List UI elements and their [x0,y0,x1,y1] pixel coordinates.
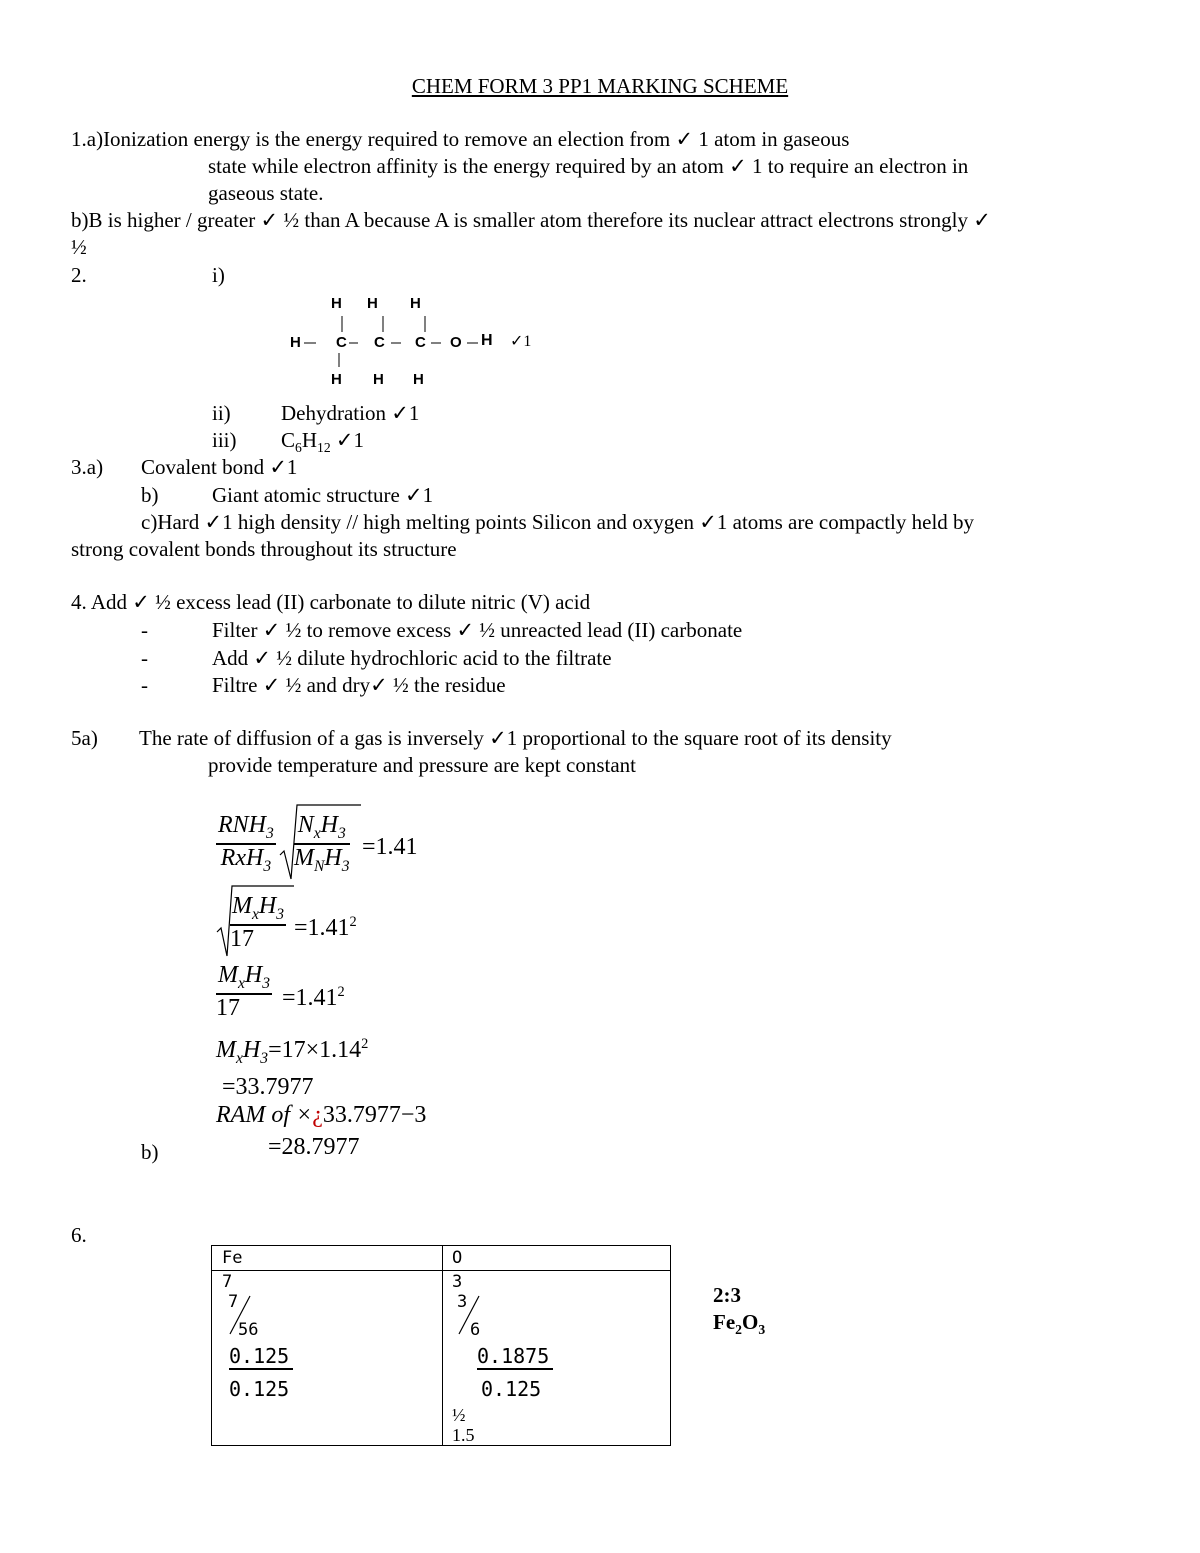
struct-bottom-h: H [331,371,342,388]
q3c-line1: c)Hard ✓1 high density // high melting points Silicon and oxygen ✓1 atoms are compactly held by [141,510,975,534]
q4-step-dash: - [141,618,148,642]
q5b-label: b) [141,1140,159,1164]
q2-number: 2. [71,263,87,287]
fe-frac-den: 56 [238,1320,259,1340]
o-mass: 3 [452,1272,463,1292]
q5a-line1: The rate of diffusion of a gas is inversely ✓1 proportional to the square root of its density [139,726,892,750]
struct-carbon: C [415,334,426,351]
empirical-formula: $Fe_2O_3$ [713,1310,766,1338]
q4-line1: 4. Add ✓ ½ excess lead (II) carbonate to dilute nitric (V) acid [71,590,591,614]
q3a-label: 3.a) [71,455,104,479]
q3a-text: Covalent bond ✓1 [141,455,298,479]
fe-frac-num: 7 [228,1292,239,1312]
q1b-line1: b)B is higher / greater ✓ ½ than A because A is smaller atom therefore its nuclear attract electrons strongly ✓ [71,208,991,232]
struct-left-h: H [290,334,301,351]
struct-top-h: H [367,295,378,312]
o-result: 1.5 [452,1425,475,1445]
fe-ratio-num: 0.125 [229,1346,293,1370]
q2-i-label: i) [212,263,225,287]
struct-oxygen: O [450,334,462,351]
q3b-label: b) [141,483,159,507]
q6-number: 6. [71,1223,87,1247]
o-ratio-num: 0.1875 [477,1346,553,1370]
q2-iii-label: iii) [212,428,237,452]
o-half: ½ [452,1405,466,1425]
o-frac-den: 6 [470,1320,481,1340]
struct-bottom-h: H [413,371,424,388]
q4-step-dash: - [141,673,148,697]
struct-top-h: H [331,295,342,312]
q5a-line2: provide temperature and pressure are kept constant [208,753,636,777]
equation-result: =33.7977 [222,1074,314,1100]
page-title: CHEM FORM 3 PP1 MARKING SCHEME [411,74,789,98]
q1b-line2: ½ [71,235,87,259]
struct-mark: ✓1 [510,333,532,350]
mole-ratio: 2:3 [713,1283,741,1307]
struct-carbon: C [336,334,347,351]
q2-ii-text: Dehydration ✓1 [281,401,420,425]
fe-ratio-den: 0.125 [229,1377,290,1401]
struct-right-h: H [481,332,493,349]
q2-ii-label: ii) [212,401,231,425]
empirical-formula-table [211,1245,671,1446]
q3c-line2: strong covalent bonds throughout its structure [71,537,457,561]
q4-step: Add ✓ ½ dilute hydrochloric acid to the filtrate [212,646,612,670]
equation-final: =28.7977 [268,1134,360,1160]
q4-step: Filter ✓ ½ to remove excess ✓ ½ unreacted lead (II) carbonate [212,618,743,642]
table-header-fe: Fe [222,1248,243,1268]
q1a-line3: gaseous state. [208,181,324,205]
q1a-line1: 1.a)Ionization energy is the energy required to remove an election from ✓ 1 atom in gaseous [71,127,850,151]
struct-top-h: H [410,295,421,312]
o-frac-num: 3 [457,1292,468,1312]
q4-step-dash: - [141,646,148,670]
q3b-text: Giant atomic structure ✓1 [212,483,434,507]
q2-iii-formula: $C_6H_{12}$ ✓1 [281,428,365,456]
equation-ram: RAM of ×¿33.7977−3 [216,1102,427,1128]
o-ratio-den: 0.125 [481,1377,542,1401]
q4-step: Filtre ✓ ½ and dry✓ ½ the residue [212,673,506,697]
q5a-label: 5a) [71,726,98,750]
fe-mass: 7 [222,1272,233,1292]
struct-carbon: C [374,334,385,351]
table-header-o: O [452,1248,463,1268]
struct-bottom-h: H [373,371,384,388]
equation-product: $M_xH_3=17\times 1.14^2$ [216,1036,369,1067]
q1a-line2: state while electron affinity is the energy required by an atom ✓ 1 to require an electron in [208,154,969,178]
